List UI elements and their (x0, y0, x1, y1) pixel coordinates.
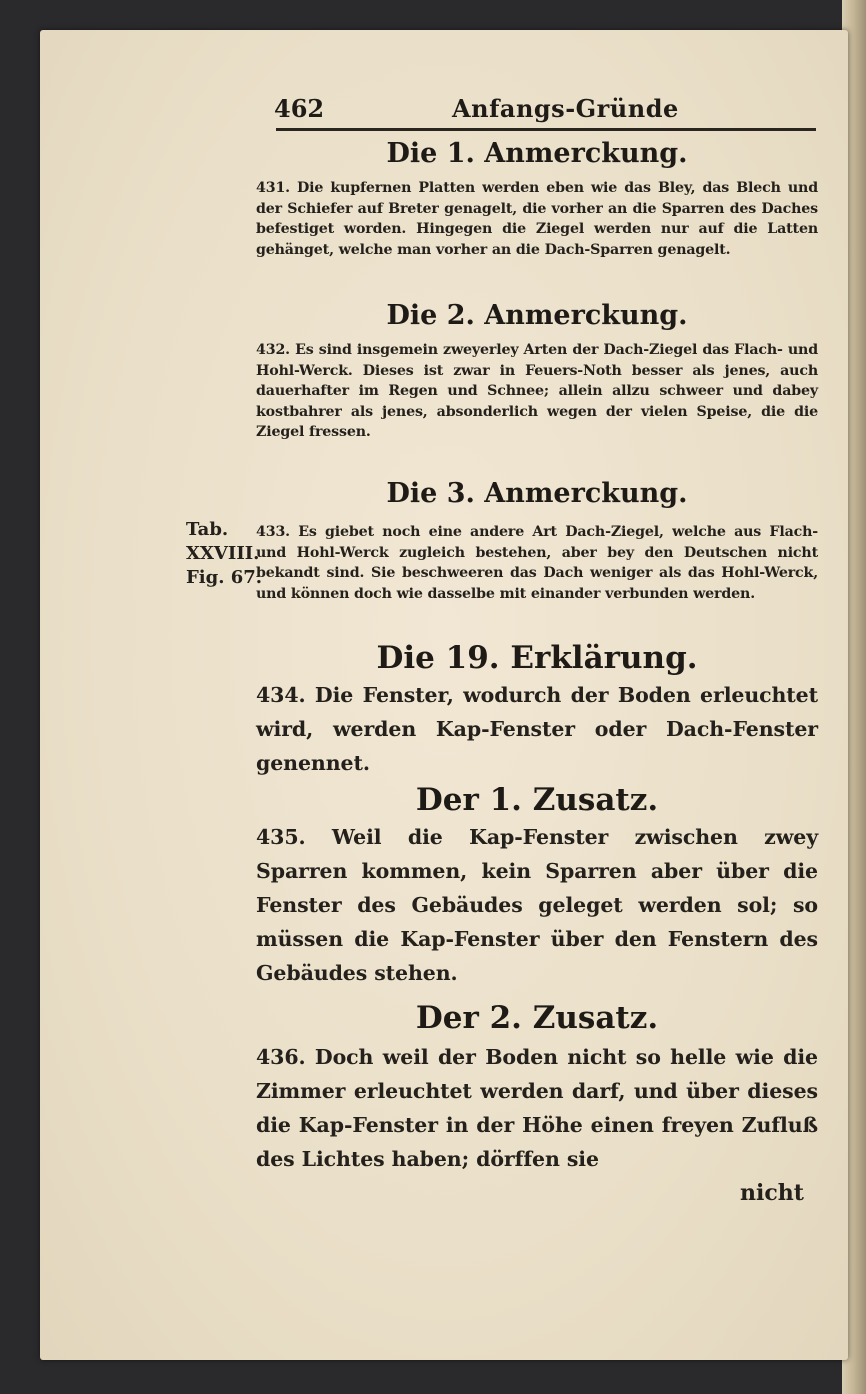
section-heading-3: Die 3. Anmerckung. (386, 478, 688, 509)
page-number: 462 (274, 94, 325, 123)
paragraph-434: 434. Die Fenster, wodurch der Boden erleuchtet wird, werden Kap-Fenster oder Dach-Fenster genennet. (256, 683, 818, 775)
section-heading-6: Der 2. Zusatz. (415, 1000, 659, 1036)
header-rule (276, 128, 816, 131)
section-heading-1: Die 1. Anmerckung. (386, 138, 688, 169)
paragraph-435: 435. Weil die Kap-Fenster zwischen zwey Sparren kommen, kein Sparren aber über die Fenster des Gebäudes geleget werden sol; so müssen die Kap-Fenster über den Fenstern des Gebäudes stehen. (256, 825, 818, 985)
page-header (256, 92, 818, 126)
running-head: Anfangs-Gründe (452, 94, 679, 123)
margin-note-line: Tab. (186, 519, 229, 540)
margin-note-line: XXVIII. (186, 543, 260, 564)
paragraph-432: 432. Es sind insgemein zweyerley Arten der Dach-Ziegel das Flach- und Hohl-Werck. Dieses ist zwar in Feuers-Noth besser als jenes, auch dauerhafter im Regen und Schnee; allein allzu schweer und dabey kostbahrer als jenes, absonderlich wegen der vielen Speise, die die Ziegel fressen. (256, 342, 818, 440)
margin-note-line: Fig. 67. (186, 567, 263, 588)
paragraph-431: 431. Die kupfernen Platten werden eben wie das Bley, das Blech und der Schiefer auf Breter genagelt, die vorher an die Sparren des Daches befestiget worden. Hingegen die Ziegel werden nur auf die Latten gehänget, welche man vorher an die Dach-Sparren genagelt. (256, 180, 818, 258)
paragraph-433: 433. Es giebet noch eine andere Art Dach-Ziegel, welche aus Flach- und Hohl-Werck zugleich bestehen, aber bey den Deutschen nicht bekandt sind. Sie beschweeren das Dach weniger als das Hohl-Werck, und können doch wie dasselbe mit einander verbunden werden. (256, 524, 818, 602)
catchword: nicht (740, 1180, 804, 1206)
section-heading-4: Die 19. Erklärung. (376, 640, 698, 676)
section-heading-5: Der 1. Zusatz. (415, 782, 659, 818)
section-heading-2: Die 2. Anmerckung. (386, 300, 688, 331)
paragraph-436: 436. Doch weil der Boden nicht so helle wie die Zimmer erleuchtet werden darf, und über dieses die Kap-Fenster in der Höhe einen freyen Zufluß des Lichtes haben; dörffen sie (256, 1045, 818, 1171)
margin-note-figure-ref (186, 518, 262, 590)
